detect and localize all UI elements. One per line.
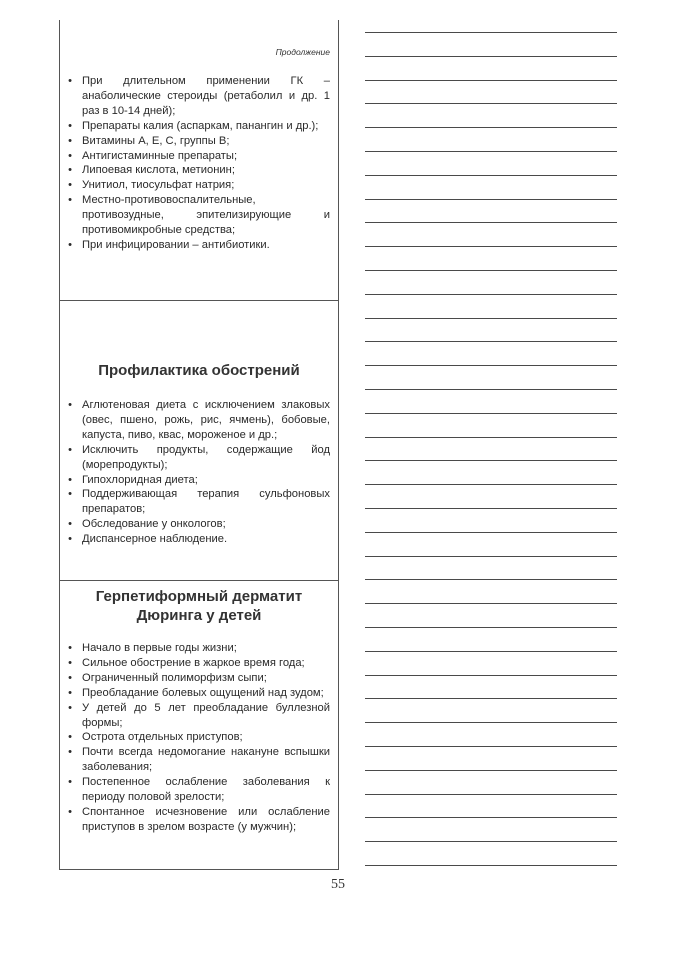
note-line bbox=[365, 508, 617, 509]
note-line bbox=[365, 484, 617, 485]
note-line bbox=[365, 698, 617, 699]
note-line bbox=[365, 627, 617, 628]
note-line bbox=[365, 841, 617, 842]
list-item bbox=[64, 671, 330, 686]
list-item bbox=[64, 686, 330, 701]
list-item-text: Гипохлоридная диета; bbox=[82, 473, 198, 486]
list-item bbox=[64, 443, 330, 473]
bullet-icon: • bbox=[68, 119, 72, 132]
note-line bbox=[365, 794, 617, 795]
list-item-text: Аглютеновая диета с исключением злаковых (овес, пшено, рожь, рис, ячмень), бобовые, капуста, пиво, квас, мороженое и др.; bbox=[82, 399, 330, 441]
list-item bbox=[64, 238, 330, 253]
list-item-text: При инфицировании – антибиотики. bbox=[82, 238, 270, 251]
note-line bbox=[365, 603, 617, 604]
note-line bbox=[365, 556, 617, 557]
bullet-icon: • bbox=[68, 164, 72, 177]
note-line bbox=[365, 817, 617, 818]
note-line bbox=[365, 294, 617, 295]
list-item bbox=[64, 641, 330, 656]
note-line bbox=[365, 341, 617, 342]
note-line bbox=[365, 460, 617, 461]
bullet-icon: • bbox=[68, 746, 72, 759]
note-line bbox=[365, 270, 617, 271]
text-column bbox=[59, 20, 339, 870]
note-line bbox=[365, 365, 617, 366]
bullet-icon: • bbox=[68, 671, 72, 684]
note-line bbox=[365, 675, 617, 676]
heading-line: Дюринга у детей bbox=[136, 607, 262, 624]
note-line bbox=[365, 222, 617, 223]
note-line bbox=[365, 175, 617, 176]
list-item bbox=[64, 775, 330, 805]
note-line bbox=[365, 80, 617, 81]
list-item-text: Обследование у онкологов; bbox=[82, 518, 226, 531]
list-item-text: Спонтанное исчезновение или ослабление приступов в зрелом возрасте (у мужчин); bbox=[82, 805, 330, 833]
bullet-icon: • bbox=[68, 75, 72, 87]
list-item bbox=[64, 134, 330, 149]
list-item-text: Постепенное ослабление заболевания к периоду половой зрелости; bbox=[82, 776, 330, 804]
list-item-text: Начало в первые годы жизни; bbox=[82, 642, 237, 654]
note-line bbox=[365, 413, 617, 414]
bullet-icon: • bbox=[68, 518, 72, 531]
note-line bbox=[365, 246, 617, 247]
list-item bbox=[64, 805, 330, 835]
note-line bbox=[365, 103, 617, 104]
list-item bbox=[64, 701, 330, 731]
list-item-text: Липоевая кислота, метионин; bbox=[82, 164, 235, 177]
note-line bbox=[365, 389, 617, 390]
prevention-list bbox=[64, 398, 330, 547]
list-item bbox=[64, 74, 330, 119]
list-item bbox=[64, 532, 330, 547]
bullet-icon: • bbox=[68, 686, 72, 699]
note-line bbox=[365, 746, 617, 747]
bullet-icon: • bbox=[68, 701, 72, 714]
bullet-icon: • bbox=[68, 731, 72, 744]
list-item-text: Почти всегда недомогание накануне вспышки заболевания; bbox=[82, 746, 330, 774]
note-line bbox=[365, 651, 617, 652]
note-line bbox=[365, 532, 617, 533]
list-item bbox=[64, 730, 330, 745]
bullet-icon: • bbox=[68, 488, 72, 501]
list-item bbox=[64, 149, 330, 164]
note-line bbox=[365, 865, 617, 866]
note-line bbox=[365, 56, 617, 57]
note-line bbox=[365, 199, 617, 200]
features-list bbox=[64, 641, 330, 835]
list-item-text: Ограниченный полиморфизм сыпи; bbox=[82, 671, 267, 684]
list-item-text: Унитиол, тиосульфат натрия; bbox=[82, 179, 235, 192]
list-item bbox=[64, 656, 330, 671]
note-line bbox=[365, 437, 617, 438]
list-item-text: Исключить продукты, содержащие йод (морепродукты); bbox=[82, 443, 330, 471]
list-item bbox=[64, 178, 330, 193]
bullet-icon: • bbox=[68, 399, 72, 411]
list-item-text: Сильное обострение в жаркое время года; bbox=[82, 656, 305, 669]
list-item-text: Острота отдельных приступов; bbox=[82, 731, 243, 744]
note-line bbox=[365, 127, 617, 128]
note-line bbox=[365, 579, 617, 580]
bullet-icon: • bbox=[68, 805, 72, 818]
section-heading bbox=[60, 587, 338, 625]
list-item bbox=[64, 473, 330, 488]
list-item-text: Диспансерное наблюдение. bbox=[82, 533, 228, 546]
treatment-continuation-section bbox=[60, 20, 338, 300]
list-item bbox=[64, 517, 330, 532]
bullet-icon: • bbox=[68, 776, 72, 789]
treatment-list bbox=[64, 74, 330, 253]
bullet-icon: • bbox=[68, 656, 72, 669]
note-line bbox=[365, 318, 617, 319]
list-item bbox=[64, 163, 330, 178]
page-number: 55 bbox=[331, 877, 345, 892]
bullet-icon: • bbox=[68, 443, 72, 456]
bullet-icon: • bbox=[68, 642, 72, 654]
list-item-text: Витамины А, Е, С, группы В; bbox=[82, 134, 230, 147]
list-item-text: При длительном применении ГК – анаболические стероиды (ретаболил и др. 1 раз в 10-14 дней); bbox=[82, 75, 330, 117]
note-line bbox=[365, 151, 617, 152]
note-line bbox=[365, 722, 617, 723]
list-item-text: Антигистаминные препараты; bbox=[82, 149, 238, 162]
list-item-text: Препараты калия (аспаркам, панангин и др.); bbox=[82, 119, 319, 132]
bullet-icon: • bbox=[68, 473, 72, 486]
bullet-icon: • bbox=[68, 194, 72, 207]
dermatitis-children-section bbox=[60, 580, 338, 869]
list-item bbox=[64, 119, 330, 134]
list-item-text: Преобладание болевых ощущений над зудом; bbox=[82, 686, 324, 699]
prevention-section bbox=[60, 300, 338, 580]
note-line bbox=[365, 770, 617, 771]
bullet-icon: • bbox=[68, 134, 72, 147]
continuation-label: Продолжение bbox=[275, 47, 330, 57]
bullet-icon: • bbox=[68, 533, 72, 546]
bullet-icon: • bbox=[68, 238, 72, 251]
heading-line: Герпетиформный дерматит bbox=[95, 588, 303, 605]
list-item bbox=[64, 193, 330, 238]
note-line bbox=[365, 32, 617, 33]
list-item-text: Поддерживающая терапия сульфоновых препаратов; bbox=[82, 488, 330, 516]
list-item bbox=[64, 487, 330, 517]
list-item bbox=[64, 745, 330, 775]
list-item bbox=[64, 398, 330, 443]
list-item-text: Местно-противовоспалительные, противозудные, эпителизирующие и противомикробные средства; bbox=[82, 194, 330, 237]
section-heading: Профилактика обострений bbox=[98, 362, 300, 379]
bullet-icon: • bbox=[68, 179, 72, 192]
bullet-icon: • bbox=[68, 149, 72, 162]
list-item-text: У детей до 5 лет преобладание буллезной формы; bbox=[82, 701, 330, 729]
